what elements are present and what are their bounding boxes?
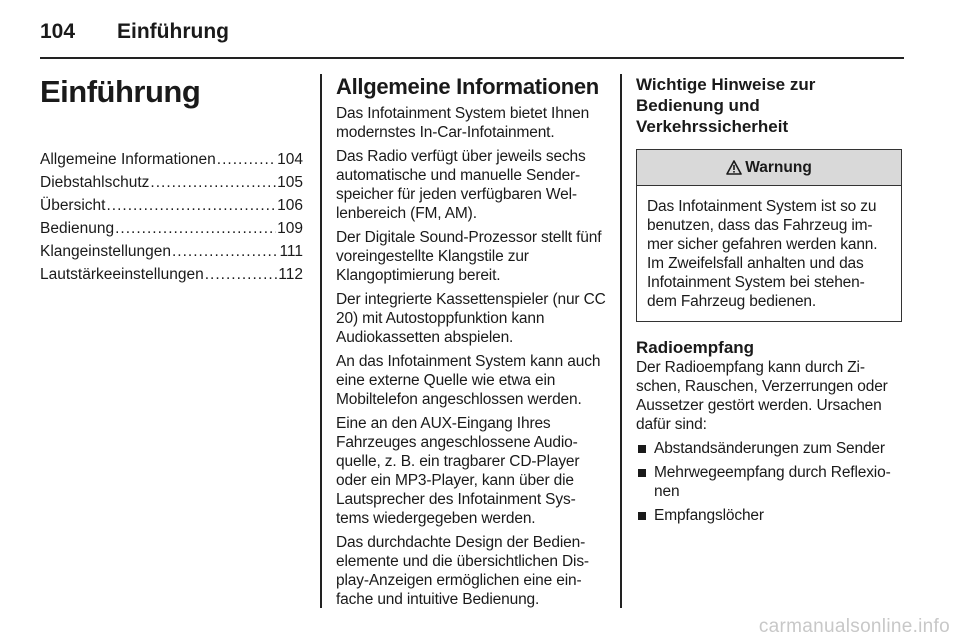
toc-entry-page: 111 (279, 243, 303, 260)
paragraph: Der Radioempfang kann durch Zi-schen, Rauschen, Verzerrungen oder Aussetzer gestört werden. Ursachen dafür sind: (636, 359, 888, 433)
toc-entry-label: Klangeinstellungen (40, 243, 171, 260)
toc-entry[interactable] (40, 217, 303, 240)
header-rule (40, 57, 904, 59)
table-of-contents (40, 148, 303, 286)
toc-leader-dots (106, 194, 276, 217)
toc-leader-dots (115, 217, 276, 240)
toc-entry-page: 109 (277, 220, 303, 237)
watermark: carmanualsonline.info (758, 616, 950, 637)
chapter-title: Einführung (40, 74, 201, 109)
radio-reception-title: Radioempfang (636, 338, 755, 357)
paragraph: An das Infotainment System kann auch eine externe Quelle wie etwa ein Mobiltelefon angeschlossen werden. (336, 353, 601, 408)
toc-entry-label: Bedienung (40, 220, 115, 237)
bullet-list (636, 439, 902, 525)
warning-triangle-icon (726, 160, 742, 175)
toc-leader-dots (205, 263, 278, 286)
toc-entry-label: Diebstahlschutz (40, 174, 150, 191)
paragraph: Der Digitale Sound-Prozessor stellt fünf voreingestellte Klangstile zur Klangoptimierung bereit. (336, 229, 602, 284)
list-item: Empfangslöcher (636, 506, 902, 525)
toc-column (40, 74, 303, 286)
paragraph: Eine an den AUX-Eingang Ihres Fahrzeuges angeschlossene Audio-quelle, z. B. ein tragbarer CD-Player oder ein MP3-Player, kann über die Lautsprecher des Infotainment Sys-tems wiedergegeben werden. (336, 415, 580, 527)
toc-entry[interactable] (40, 148, 303, 171)
warning-box (636, 149, 902, 322)
toc-leader-dots (172, 240, 278, 263)
warning-text: Das Infotainment System ist so zu benutzen, dass das Fahrzeug im-mer sicher gefahren werden kann. Im Zweifelsfall anhalten und das Infotainment System bei stehen-dem Fahrzeug bedienen. (647, 198, 878, 310)
general-info-column (336, 74, 606, 614)
column-divider (620, 74, 622, 608)
paragraph: Der integrierte Kassettenspieler (nur CC 20) mit Autostoppfunktion kann Audiokassetten abspielen. (336, 291, 606, 346)
warning-header (637, 150, 901, 186)
section-title: Allgemeine Informationen (336, 74, 599, 99)
subsection-title: Wichtige Hinweise zur Bedienung und Verkehrssicherheit (636, 75, 816, 136)
running-title: Einführung (117, 20, 229, 43)
toc-leader-dots (150, 171, 276, 194)
safety-column (636, 74, 902, 530)
toc-entry[interactable] (40, 263, 303, 286)
toc-entry-label: Lautstärkeeinstellungen (40, 266, 204, 283)
toc-entry-page: 106 (277, 197, 303, 214)
toc-entry[interactable] (40, 194, 303, 217)
toc-entry-page: 104 (277, 151, 303, 168)
paragraph: Das Radio verfügt über jeweils sechs automatische und manuelle Sender-speicher für jeden verfügbaren Wel-lenbereich (FM, AM). (336, 148, 586, 222)
toc-entry[interactable] (40, 240, 303, 263)
toc-entry-page: 105 (277, 174, 303, 191)
toc-entry-page: 112 (278, 266, 303, 283)
toc-entry-label: Übersicht (40, 197, 106, 214)
paragraph: Das durchdachte Design der Bedien-elemente und die übersichtlichen Dis-play-Anzeigen ermöglichen eine ein-fache und intuitive Bedienung. (336, 534, 589, 608)
page-number: 104 (40, 20, 76, 43)
toc-leader-dots (217, 148, 276, 171)
warning-label: Warnung (745, 158, 812, 176)
paragraph: Das Infotainment System bietet Ihnen modernstes In-Car-Infotainment. (336, 105, 590, 141)
column-divider (320, 74, 322, 608)
page-header (40, 20, 229, 46)
list-item: Abstandsänderungen zum Sender (636, 439, 902, 458)
toc-entry-label: Allgemeine Informationen (40, 151, 216, 168)
toc-entry[interactable] (40, 171, 303, 194)
list-item: Mehrwegeempfang durch Reflexio-nen (636, 463, 902, 501)
